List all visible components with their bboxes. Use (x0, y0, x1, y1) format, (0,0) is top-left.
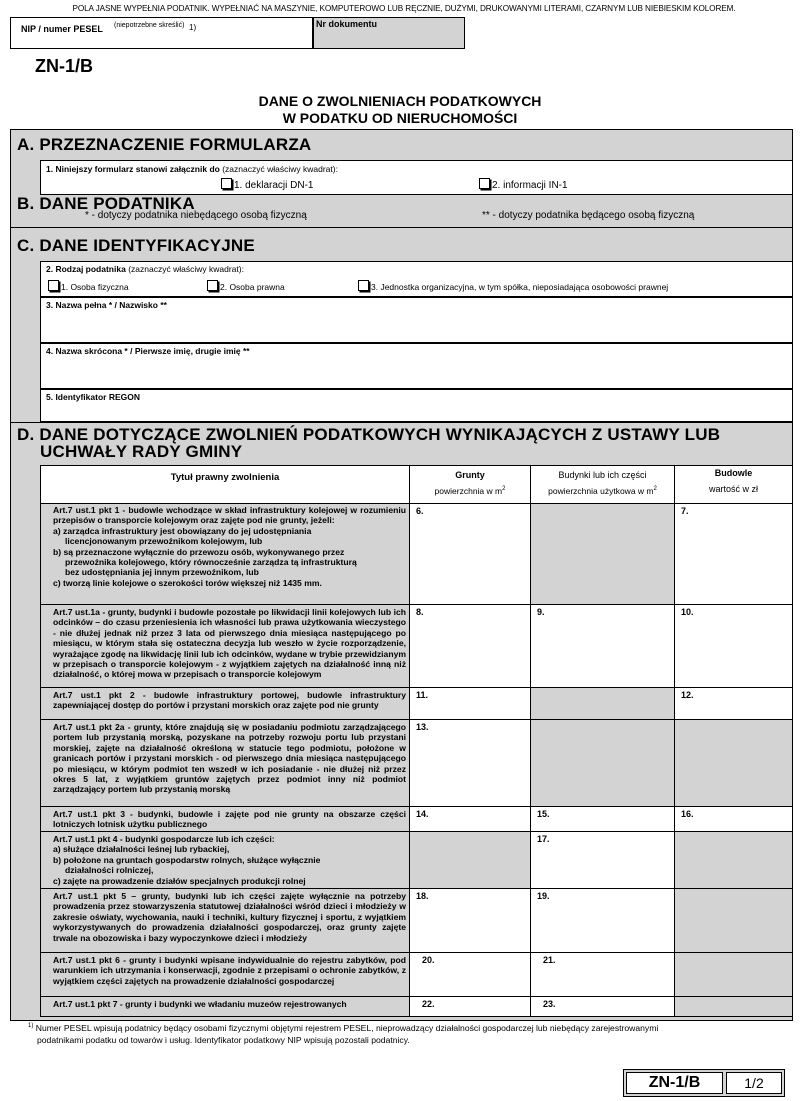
field-21[interactable]: 21. (530, 952, 675, 997)
field-3-full-name[interactable] (40, 297, 793, 343)
nip-label: NIP / numer PESEL (21, 24, 103, 34)
section-d-title: D. DANE DOTYCZĄCE ZWOLNIEŃ PODATKOWYCH WYNIKAJĄCYCH Z USTAWY LUB UCHWAŁY RADY GMINY (17, 425, 721, 461)
col-header-grunty: Grunty powierzchnia w $m^2$ (409, 465, 531, 504)
disabled-cell (674, 888, 793, 953)
disabled-cell (674, 952, 793, 997)
field-22[interactable]: 22. (409, 996, 531, 1017)
field-14[interactable]: 14. (409, 806, 531, 832)
field-4-short-name[interactable] (40, 343, 793, 389)
field-19[interactable]: 19. (530, 888, 675, 953)
checkbox-in1[interactable] (479, 178, 490, 189)
page-title (0, 93, 800, 127)
title-line-2: W PODATKU OD NIERUCHOMOŚCI (282, 110, 518, 126)
footnote: $^{1)}$ Numer PESEL wpisują podatnicy będący osobami fizycznymi objętymi rejestrem PESEL, nieprowadzący działalności gospodarczej lub niebędący zarejestrowanymi podatnikami podatku od towarów i usług. Identyfikator podatkowy NIP wpisują pozostali podatnicy. (28, 1022, 659, 1045)
nip-note: (niepotrzebne skreślić) (114, 22, 185, 29)
disabled-cell (674, 996, 793, 1017)
disabled-cell (530, 719, 675, 807)
footer-form-code: ZN-1/B (626, 1072, 723, 1094)
field-2-label: 2. Rodzaj podatnika (46, 264, 126, 274)
disabled-cell (674, 831, 793, 889)
field-1-label: 1. Niniejszy formularz stanowi załącznik do (46, 164, 220, 174)
divider (10, 227, 793, 228)
page-number: 1/2 (726, 1072, 782, 1094)
field-1-attachment (40, 160, 793, 195)
note-natural-person: ** - dotyczy podatnika będącego osobą fizyczną (482, 210, 695, 221)
option-in1[interactable]: 2. informacji IN-1 (479, 178, 568, 191)
document-number-box (313, 17, 465, 49)
field-3-label: 3. Nazwa pełna * / Nazwisko ** (46, 300, 167, 310)
field-5-label: 5. Identyfikator REGON (46, 392, 140, 402)
field-12[interactable]: 12. (674, 687, 793, 720)
section-c-title: C. DANE IDENTYFIKACYJNE (17, 236, 255, 255)
field-10[interactable]: 10. (674, 604, 793, 688)
field-11[interactable]: 11. (409, 687, 531, 720)
field-2-taxpayer-type (40, 261, 793, 297)
checkbox-jednostka[interactable] (358, 280, 369, 291)
field-4-label: 4. Nazwa skrócona * / Pierwsze imię, drugie imię ** (46, 346, 250, 356)
option-osoba-prawna[interactable]: 2. Osoba prawna (207, 280, 285, 292)
field-6[interactable]: 6. (409, 503, 531, 605)
form-code: ZN-1/B (35, 56, 93, 76)
title-line-1: DANE O ZWOLNIENIACH PODATKOWYCH (258, 93, 542, 109)
field-8[interactable]: 8. (409, 604, 531, 688)
field-9[interactable]: 9. (530, 604, 675, 688)
field-23[interactable]: 23. (530, 996, 675, 1017)
section-a-title: A. PRZEZNACZENIE FORMULARZA (17, 135, 312, 154)
disabled-cell (409, 831, 531, 889)
field-13[interactable]: 13. (409, 719, 531, 807)
checkbox-osoba-fizyczna[interactable] (48, 280, 59, 291)
table-row: Art.7 ust.1 pkt 6 - grunty i budynki wpisane indywidualnie do rejestru zabytków, pod warunkiem ich utrzymania i konserwacji, zgodnie z przepisami o ochronie zabytków, z wyjątkiem części zajętych na prowadzenie działalności gospodarczej (40, 952, 410, 997)
col-header-budynki: Budynki lub ich części powierzchnia użytkowa w $m^2$ (530, 465, 675, 504)
checkbox-dn1[interactable] (221, 178, 232, 189)
table-row: Art.7 ust.1 pkt 7 - grunty i budynki we władaniu muzeów rejestrowanych (40, 996, 410, 1017)
field-7[interactable]: 7. (674, 503, 793, 605)
field-20[interactable]: 20. (409, 952, 531, 997)
table-row: Art.7 ust.1 pkt 3 - budynki, budowle i zajęte pod nie grunty na obszarze części lotniczych lotnisk użytku publicznego (40, 806, 410, 832)
option-osoba-fizyczna[interactable]: 1. Osoba fizyczna (48, 280, 129, 292)
table-row: Art.7 ust.1 pkt 2 - budowle infrastruktury portowej, budowle infrastruktury zapewniającej dostęp do portów i przystani morskich oraz zajęte pod nie grunty (40, 687, 410, 720)
option-jednostka[interactable]: 3. Jednostka organizacyjna, w tym spółka, nieposiadająca osobowości prawnej (358, 280, 668, 292)
field-18[interactable]: 18. (409, 888, 531, 953)
note-non-natural-person: * - dotyczy podatnika niebędącego osobą fizyczną (85, 210, 307, 221)
option-dn1[interactable]: 1. deklaracji DN-1 (221, 178, 313, 191)
fill-instructions: POLA JASNE WYPEŁNIA PODATNIK. WYPEŁNIAĆ NA MASZYNIE, KOMPUTEROWO LUB RĘCZNIE, DUŻYMI, DRUKOWANYMI LITERAMI, CZARNYM LUB NIEBIESKIM KOLOREM. (72, 4, 736, 13)
table-row: Art.7 ust.1 pkt 2a - grunty, które znajdują się w posiadaniu podmiotu zarządzającego portem lub przystanią morską, pozyskane na potrzeby rozwoju portu lub przystani morskiej, zajęte na działalność określoną w statucie tego podmiotu, położone w granicach portów i przystani morskich - od pierwszego dnia miesiąca następującego po miesiącu, w którym podmiot ten wszedł w ich posiadanie - nie dłużej niż przez okres 5 lat, z wyjątkiem gruntów zajętych przez podmiot inny niż podmiot zarządzający portem lub przystanią morską (40, 719, 410, 807)
disabled-cell (530, 687, 675, 720)
col-header-title: Tytuł prawny zwolnienia (40, 465, 410, 504)
disabled-cell (530, 503, 675, 605)
footer-box (623, 1069, 785, 1097)
checkbox-osoba-prawna[interactable] (207, 280, 218, 291)
field-2-hint: (zaznaczyć właściwy kwadrat): (128, 264, 244, 274)
footnote-ref: 1) (28, 1023, 34, 1029)
col-header-budowle: Budowle wartość w zł (674, 465, 793, 504)
disabled-cell (674, 719, 793, 807)
field-5-regon[interactable] (40, 389, 793, 422)
table-row: Art.7 ust.1 pkt 1 - budowle wchodzące w skład infrastruktury kolejowej w rozumieniu przepisów o transporcie kolejowym oraz zajęte pod nie grunty, jeżeli: a) zarządca infrastruktury jest obowiązany do jej udostępniania licencjonowanym przewoźnikom kolejowym, lub b) są przeznaczone wyłącznie do przewozu osób, wykonywanego przez przewoźnika kolejowego, który równocześnie zarządza tą infrastrukturą bez udostępniania jej innym przewoźnikom, lub c) tworzą linie kolejowe o szerokości torów większej niż 1435 mm. (40, 503, 410, 605)
table-row: Art.7 ust.1a - grunty, budynki i budowle pozostałe po likwidacji linii kolejowych lub ich odcinków – do czasu przeniesienia ich własności lub prawa użytkowania wieczystego - nie dłużej jednak niż przez 3 lata od pierwszego dnia miesiąca następującego po miesiącu, w którym stała się ostateczna decyzja lub weszło w życie rozporządzenie, wyrażające zgodę na likwidację linii lub ich odcinków, wydane w trybie przewidzianym w przepisach o transporcie kolejowym - z wyjątkiem zajętych na działalność inną niż działalność, o której mowa w przepisach o transporcie kolejowym (40, 604, 410, 688)
field-1-hint: (zaznaczyć właściwy kwadrat): (222, 164, 338, 174)
field-17[interactable]: 17. (530, 831, 675, 889)
field-16[interactable]: 16. (674, 806, 793, 832)
nip-pesel-field[interactable] (10, 17, 313, 49)
divider (10, 422, 793, 423)
doc-no-label: Nr dokumentu (316, 19, 378, 29)
table-row: Art.7 ust.1 pkt 5 – grunty, budynki lub ich części zajęte wyłącznie na potrzeby prowadzenia przez stowarzyszenia statutowej działalności wśród dzieci i młodzieży w zakresie oświaty, wychowania, nauki i techniki, kultury fizycznej i sportu, z wyjątkiem wykorzystywanych do prowadzenia działalności gospodarczej, oraz grunty zajęte trwale na obozowiska i bazy wypoczynkowe dzieci i młodzieży (40, 888, 410, 953)
table-row: Art.7 ust.1 pkt 4 - budynki gospodarcze lub ich części: a) służące działalności leśnej lub rybackiej, b) położone na gruntach gospodarstw rolnych, służące wyłącznie działalności rolniczej, c) zajęte na prowadzenie działów specjalnych produkcji rolnej (40, 831, 410, 889)
field-15[interactable]: 15. (530, 806, 675, 832)
nip-footnote-ref: 1) (189, 23, 197, 32)
section-b-title: B. DANE PODATNIKA (17, 194, 195, 213)
